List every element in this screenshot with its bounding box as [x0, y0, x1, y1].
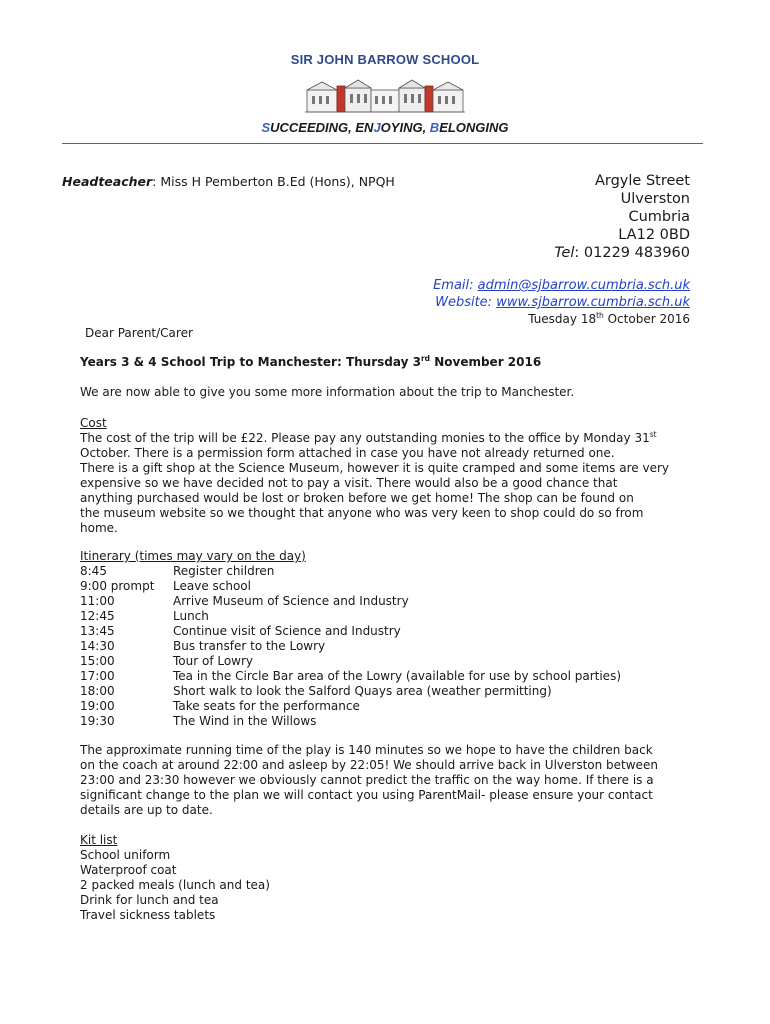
trip-title: Years 3 & 4 School Trip to Manchester: Thursday 3rd November 2016	[80, 354, 542, 369]
play-paragraph	[80, 743, 700, 818]
cost-line: The cost of the trip will be £22. Please pay any outstanding monies to the office by Monday 31st	[80, 430, 657, 445]
email-line: Email: admin@sjbarrow.cumbria.sch.uk	[433, 278, 690, 293]
website-link[interactable]: www.sjbarrow.cumbria.sch.uk	[496, 295, 690, 310]
itinerary-activity: The Wind in the Willows	[173, 714, 317, 728]
kit-item: School uniform	[80, 848, 171, 862]
paragraph-line: 23:00 and 23:30 however we obviously cannot predict the traffic on the way home. If there is a	[80, 773, 654, 787]
kit-list-section	[80, 833, 270, 923]
itinerary-row	[80, 684, 621, 699]
telephone: Tel: 01229 483960	[554, 245, 690, 261]
itinerary-row	[80, 639, 621, 654]
address-line: LA12 0BD	[618, 227, 690, 243]
itinerary-row	[80, 669, 621, 684]
itinerary-time: 18:00	[80, 684, 115, 698]
contact-details	[433, 277, 690, 311]
cost-line: the museum website so we thought that anyone who was very keen to shop could do so from	[80, 506, 644, 520]
itinerary-row	[80, 654, 621, 669]
itinerary-activity: Tour of Lowry	[173, 654, 254, 668]
itinerary-time: 12:45	[80, 609, 115, 623]
itinerary-row	[80, 579, 621, 594]
cost-line: home.	[80, 521, 118, 535]
itinerary-activity: Bus transfer to the Lowry	[173, 639, 326, 653]
itinerary-time: 14:30	[80, 639, 115, 653]
cost-line: There is a gift shop at the Science Museum, however it is quite cramped and some items are very	[80, 461, 669, 475]
email-link[interactable]: admin@sjbarrow.cumbria.sch.uk	[477, 278, 690, 293]
itinerary-row	[80, 699, 621, 714]
intro-paragraph: We are now able to give you some more information about the trip to Manchester.	[80, 385, 575, 399]
paragraph-line: significant change to the plan we will contact you using ParentMail- please ensure your contact	[80, 788, 653, 802]
header-divider	[62, 143, 703, 144]
school-name: SIR JOHN BARROW SCHOOL	[290, 52, 480, 67]
salutation: Dear Parent/Carer	[85, 326, 193, 340]
itinerary-activity: Arrive Museum of Science and Industry	[173, 594, 409, 608]
school-motto: SUCCEEDING, ENJOYING, BELONGING	[261, 120, 509, 135]
headteacher-line: Headteacher: Miss H Pemberton B.Ed (Hons), NPQH	[62, 174, 395, 189]
itinerary-time: 9:00 prompt	[80, 579, 155, 593]
kit-item: 2 packed meals (lunch and tea)	[80, 878, 270, 892]
address-line: Argyle Street	[594, 173, 690, 189]
itinerary-activity: Lunch	[173, 609, 209, 623]
cost-section	[80, 416, 700, 536]
kit-item: Travel sickness tablets	[80, 908, 216, 922]
cost-line: October. There is a permission form attached in case you have not already returned one.	[80, 446, 615, 460]
website-line: Website: www.sjbarrow.cumbria.sch.uk	[435, 295, 690, 310]
itinerary-row	[80, 714, 621, 729]
itinerary-heading: Itinerary (times may vary on the day)	[80, 549, 306, 563]
itinerary-row	[80, 624, 621, 639]
itinerary-row	[80, 564, 621, 579]
cost-heading: Cost	[80, 416, 107, 430]
itinerary-time: 15:00	[80, 654, 115, 668]
itinerary-activity: Continue visit of Science and Industry	[173, 624, 401, 638]
itinerary-time: 13:45	[80, 624, 115, 638]
itinerary-activity: Tea in the Circle Bar area of the Lowry (available for use by school parties)	[173, 669, 622, 683]
itinerary-row	[80, 594, 621, 609]
kit-list-heading: Kit list	[80, 833, 118, 847]
itinerary-time: 11:00	[80, 594, 115, 608]
school-building-logo	[305, 76, 465, 114]
letter-date: Tuesday 18th October 2016	[528, 311, 690, 326]
paragraph-line: details are up to date.	[80, 803, 213, 817]
itinerary-activity: Leave school	[173, 579, 251, 593]
cost-line: anything purchased would be lost or broken before we get home! The shop can be found on	[80, 491, 634, 505]
address-line: Cumbria	[628, 209, 690, 225]
itinerary-time: 8:45	[80, 564, 107, 578]
itinerary-row	[80, 609, 621, 624]
itinerary-activity: Short walk to look the Salford Quays area (weather permitting)	[173, 684, 552, 698]
itinerary-section	[80, 549, 621, 729]
itinerary-time: 17:00	[80, 669, 115, 683]
address-line: Ulverston	[620, 191, 690, 207]
cost-line: expensive so we have decided not to pay a visit. There would also be a good chance that	[80, 476, 618, 490]
itinerary-activity: Take seats for the performance	[173, 699, 360, 713]
itinerary-activity: Register children	[173, 564, 275, 578]
paragraph-line: The approximate running time of the play is 140 minutes so we hope to have the children back	[80, 743, 653, 757]
kit-item: Waterproof coat	[80, 863, 177, 877]
itinerary-time: 19:00	[80, 699, 115, 713]
school-address	[554, 172, 690, 262]
itinerary-time: 19:30	[80, 714, 115, 728]
kit-item: Drink for lunch and tea	[80, 893, 219, 907]
paragraph-line: on the coach at around 22:00 and asleep by 22:05! We should arrive back in Ulverston between	[80, 758, 658, 772]
